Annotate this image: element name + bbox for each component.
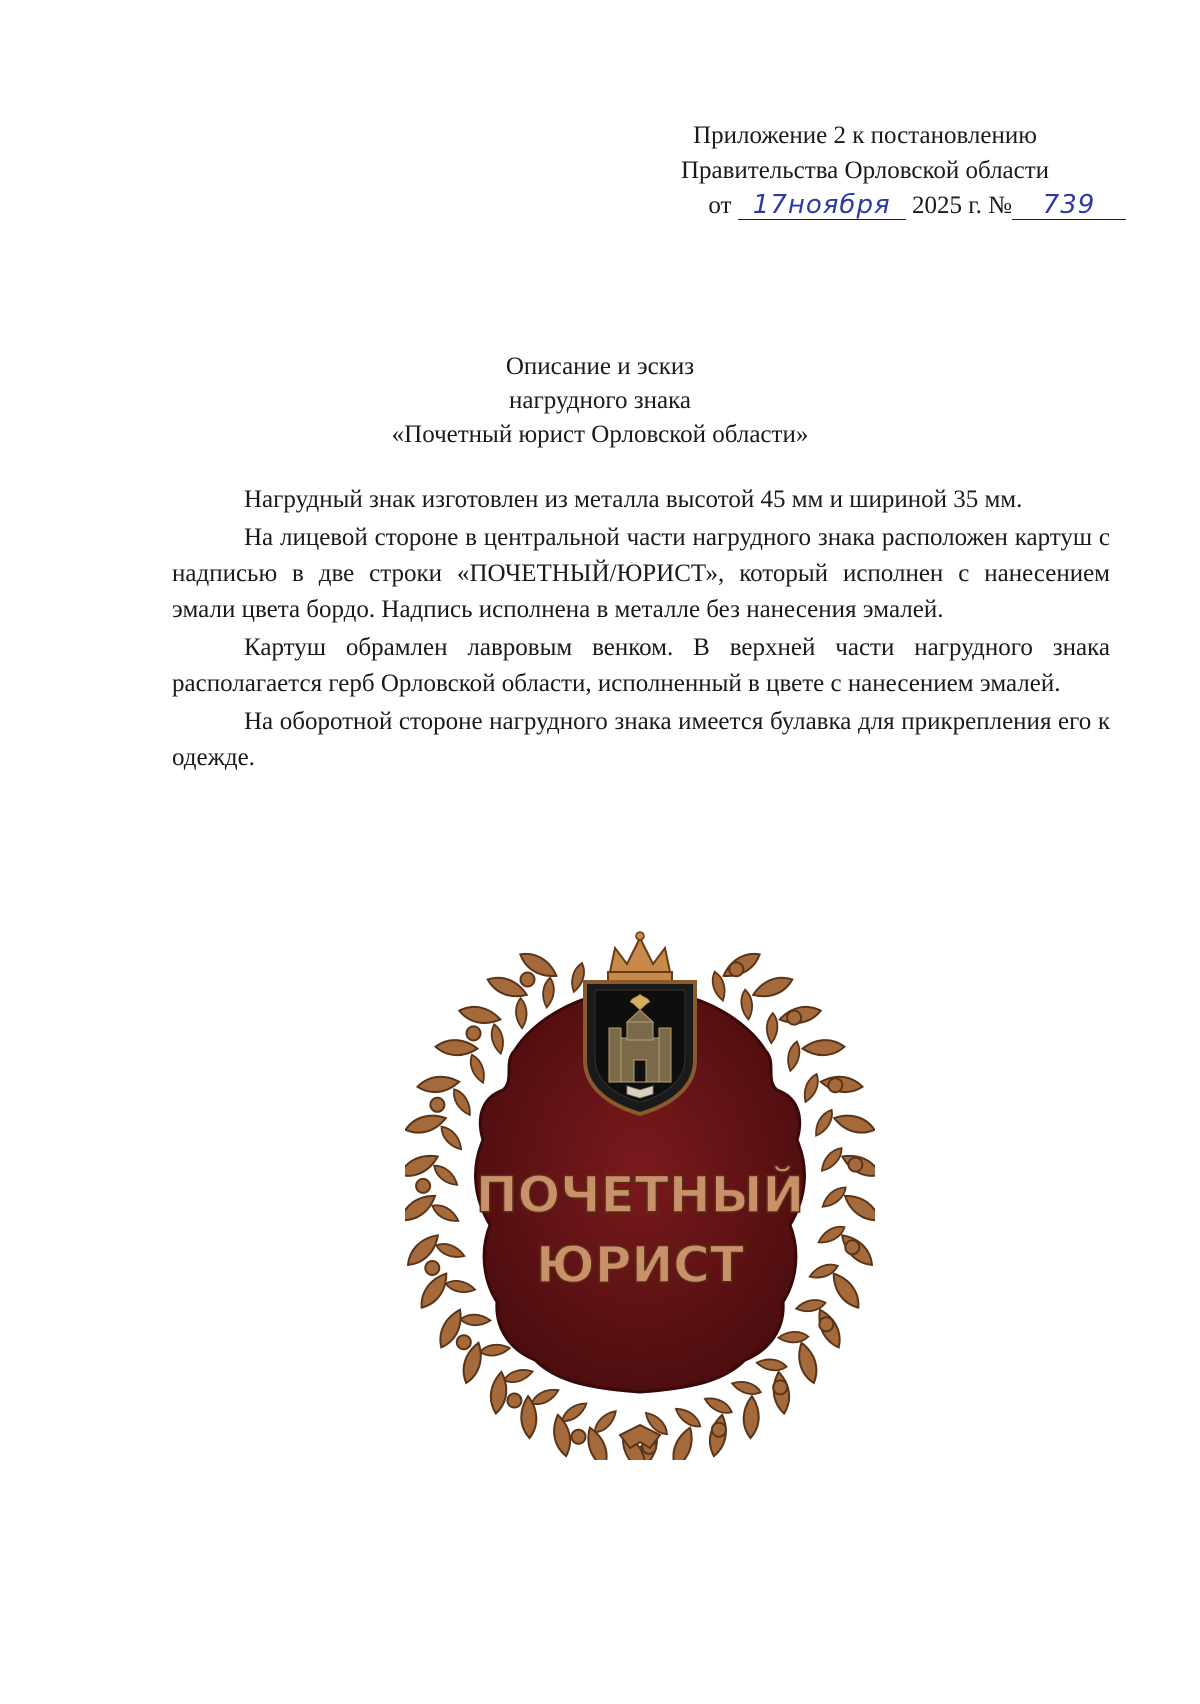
laurel-leaf	[438, 1123, 466, 1153]
document-title	[160, 350, 1040, 452]
laurel-berry	[425, 1261, 439, 1275]
laurel-berry	[457, 1335, 471, 1349]
laurel-leaf	[541, 977, 555, 1008]
appendix-header	[600, 118, 1130, 223]
laurel-leaf	[785, 1040, 802, 1072]
handwritten-date: 17ноября	[738, 191, 906, 220]
coat-of-arms-icon	[585, 982, 695, 1114]
laurel-leaf	[460, 1314, 490, 1326]
laurel-leaf	[778, 1331, 808, 1343]
badge-image	[405, 930, 875, 1460]
laurel-berry	[828, 1078, 842, 1092]
laurel-leaf	[431, 1162, 461, 1189]
laurel-berry	[572, 1430, 586, 1444]
laurel-leaf	[435, 1039, 478, 1056]
laurel-leaf	[750, 973, 795, 1002]
laurel-berry	[819, 1317, 833, 1331]
badge-text-line-2: ЮРИСТ	[536, 1236, 744, 1294]
laurel-leaf	[434, 1240, 466, 1261]
laurel-berry	[848, 1158, 862, 1172]
laurel-leaf	[743, 1396, 759, 1438]
laurel-berry	[845, 1240, 859, 1254]
paragraph-1: Нагрудный знак изготовлен из металла высотой 45 мм и шириной 35 мм.	[244, 486, 1023, 513]
decree-year: 2025 г. №	[911, 192, 1012, 219]
laurel-berry	[416, 1179, 430, 1193]
laurel-leaf	[832, 1111, 875, 1137]
document-body	[172, 482, 1110, 778]
laurel-leaf	[405, 1111, 448, 1137]
laurel-leaf	[479, 1343, 510, 1357]
laurel-leaf	[740, 989, 754, 1020]
laurel-leaf	[812, 1107, 837, 1138]
appendix-line-1: Приложение 2 к постановлению	[693, 122, 1037, 149]
laurel-berry	[787, 1011, 801, 1025]
laurel-leaf	[841, 1190, 875, 1226]
laurel-leaf	[828, 1269, 865, 1312]
laurel-leaf	[703, 1394, 735, 1417]
laurel-leaf	[801, 1072, 822, 1104]
laurel-leaf	[430, 1201, 461, 1225]
laurel-leaf	[467, 1053, 488, 1085]
laurel-berry	[507, 1394, 521, 1408]
laurel-berry	[467, 1026, 481, 1040]
laurel-berry	[521, 973, 535, 987]
laurel-leaf	[731, 1378, 763, 1397]
badge-sketch	[405, 930, 875, 1460]
laurel-leaf	[802, 1039, 845, 1056]
laurel-leaf	[794, 1341, 821, 1386]
title-line-2: нагрудного знака	[508, 387, 692, 414]
laurel-berry	[712, 1423, 726, 1437]
laurel-leaf	[673, 1405, 703, 1431]
title-line-3: «Почетный юрист Орловской области»	[391, 421, 809, 448]
laurel-berry	[773, 1380, 787, 1394]
paragraph-2: На лицевой стороне в центральной части нагрудного знака расположен картуш с надписью в две строки «ПОЧЕТНЫЙ/ЮРИСТ», который исполнен с нанесением эмали цвета бордо. Надпись исполнена в металле без нанесения эмалей.	[172, 524, 1110, 623]
laurel-berry	[430, 1098, 444, 1112]
laurel-leaf	[818, 1145, 846, 1175]
laurel-leaf	[450, 1087, 475, 1118]
paragraph-4: На оборотной стороне нагрудного знака имеется булавка для прикрепления его к одежде.	[172, 708, 1110, 771]
decree-line	[600, 188, 1130, 223]
laurel-leaf	[756, 1358, 787, 1372]
decree-prefix: от	[708, 192, 732, 219]
paragraph-3: Картуш обрамлен лавровым венком. В верхней части нагрудного знака располагается герб Орловской области, исполненный в цвете с нанесением эмалей.	[172, 634, 1110, 697]
laurel-leaf	[766, 1013, 778, 1044]
laurel-leaf	[458, 1003, 502, 1026]
badge-text-line-1: ПОЧЕТНЫЙ	[475, 1166, 805, 1224]
laurel-leaf	[668, 1425, 697, 1460]
laurel-leaf	[515, 998, 527, 1029]
laurel-leaf	[489, 1023, 506, 1055]
crown-icon	[608, 932, 672, 981]
handwritten-number: 739	[1012, 191, 1126, 220]
laurel-berry	[729, 962, 743, 976]
appendix-line-2: Правительства Орловской области	[680, 157, 1050, 184]
laurel-leaf	[502, 1366, 534, 1385]
title-line-1: Описание и эскиз	[505, 353, 695, 380]
laurel-leaf	[445, 1279, 476, 1295]
